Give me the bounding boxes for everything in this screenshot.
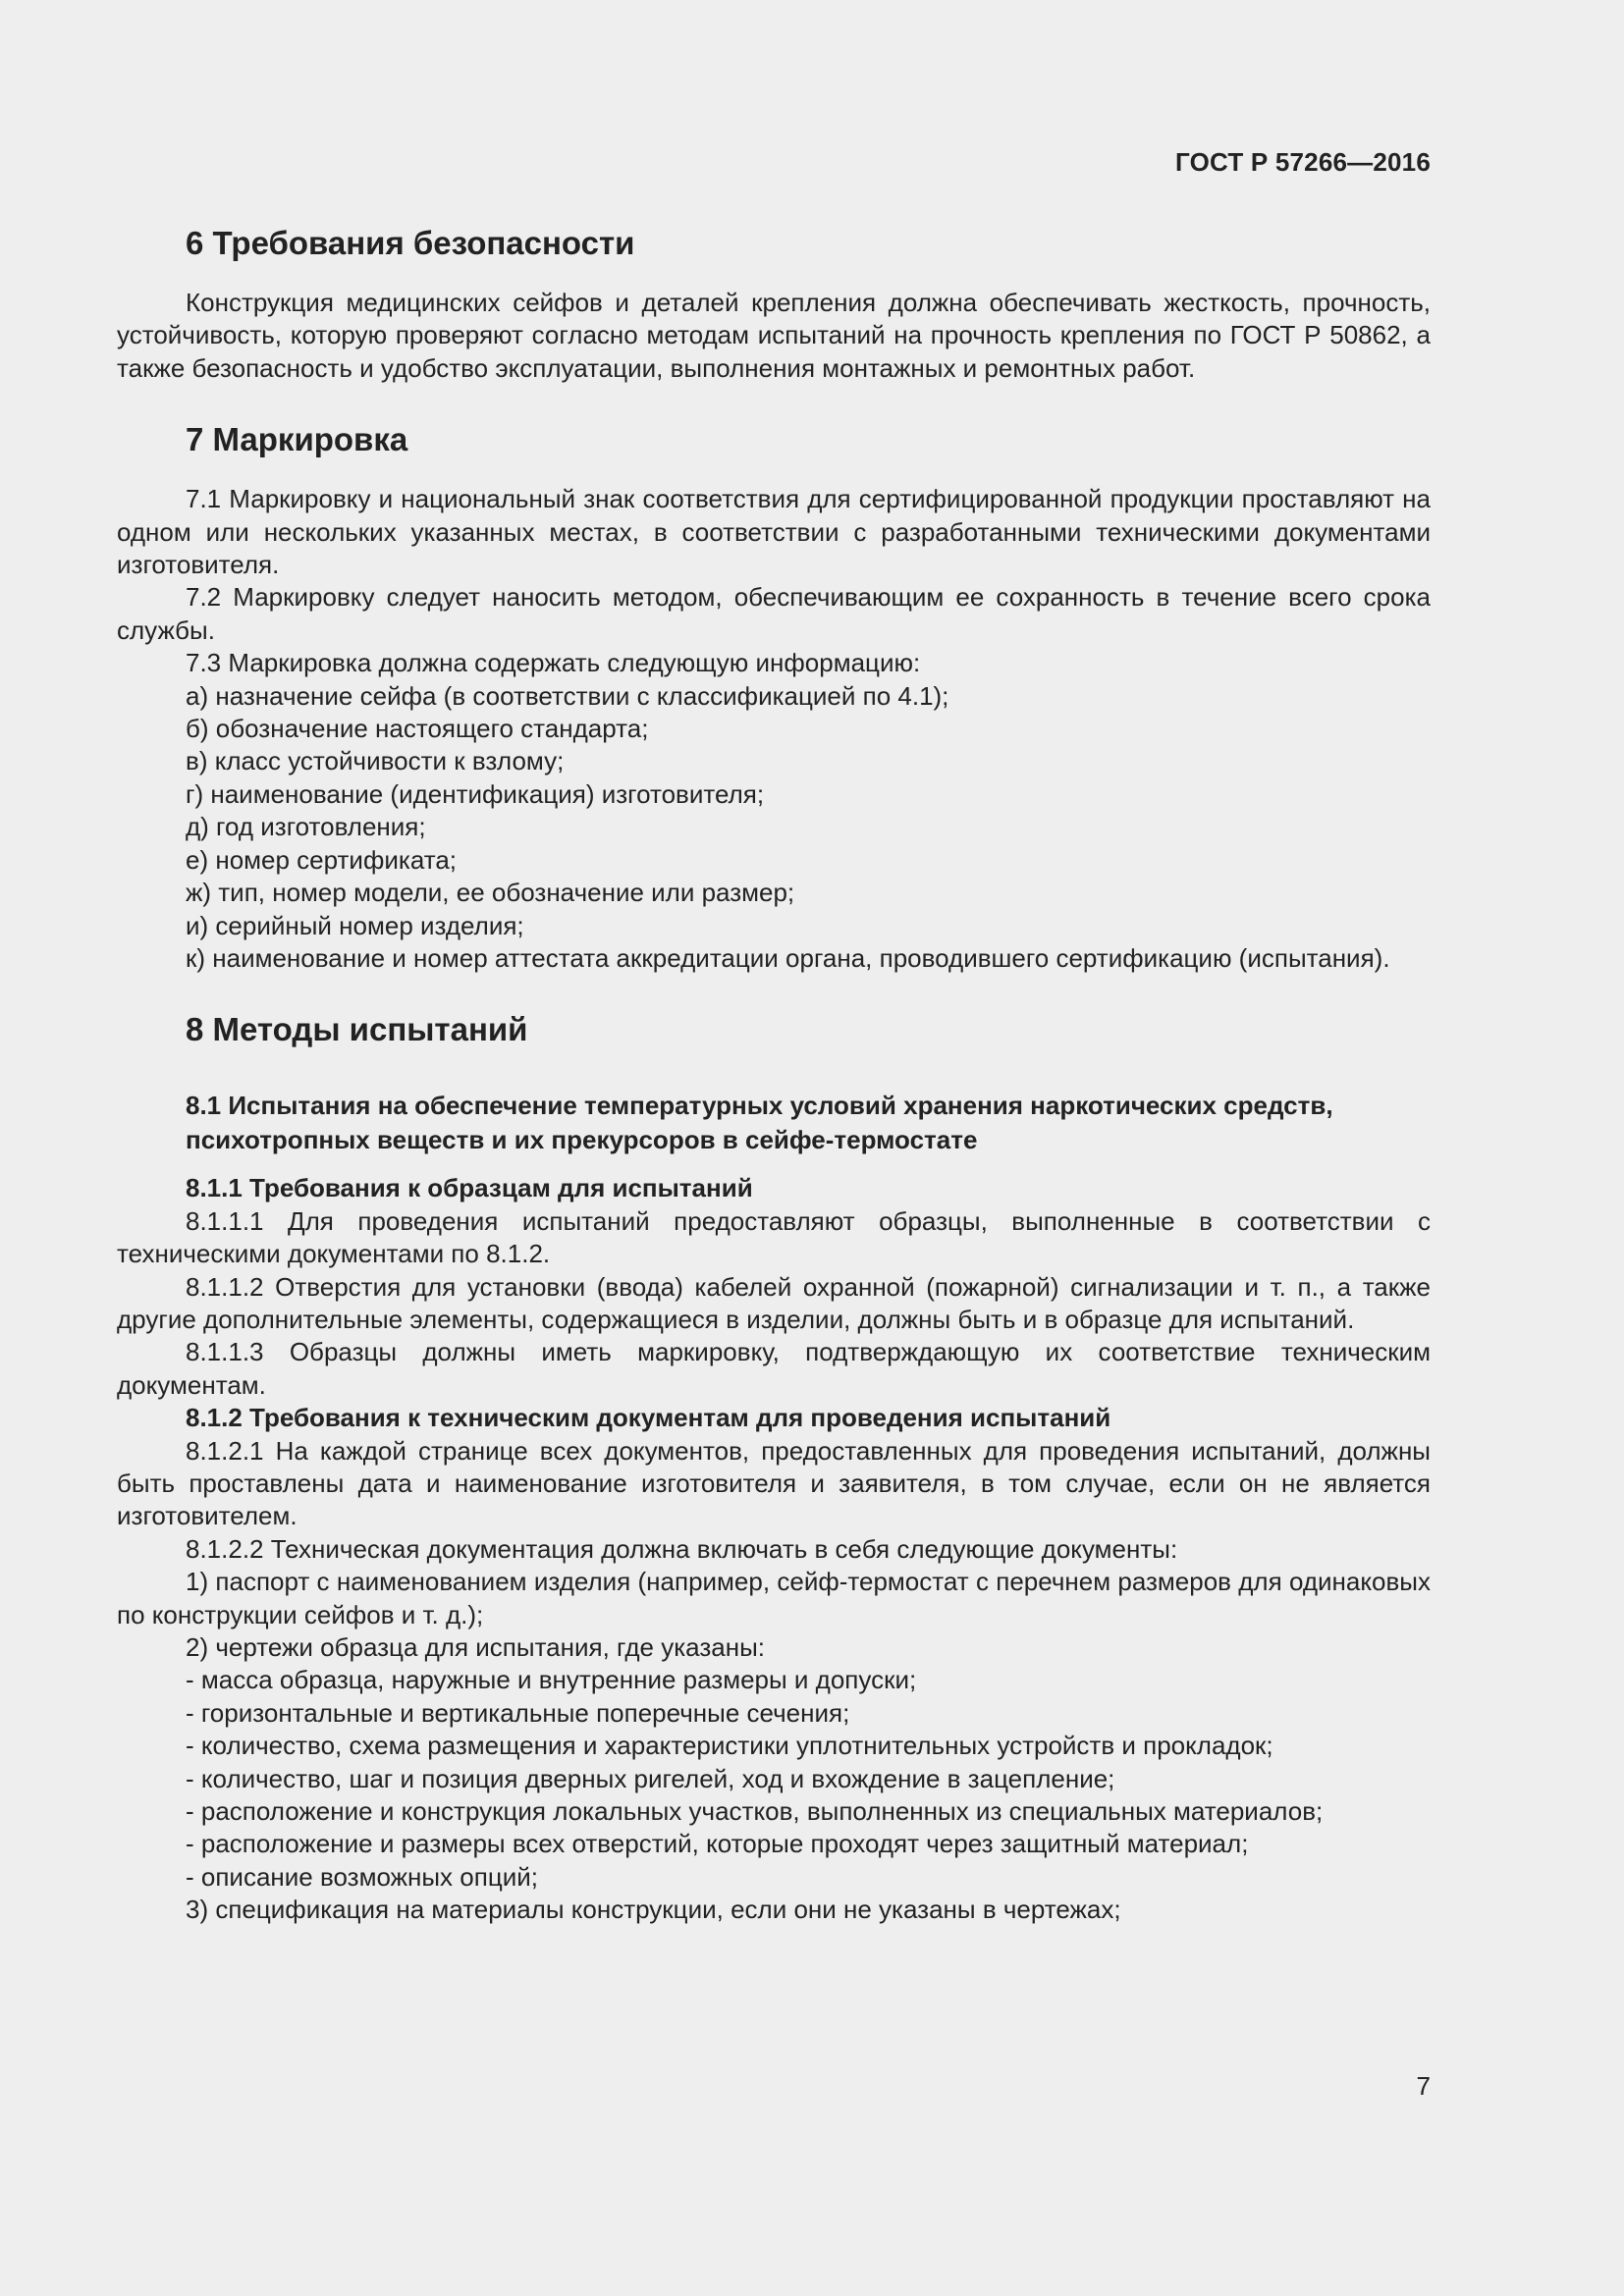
marking-item-g: г) наименование (идентификация) изготовителя; (186, 778, 765, 809)
marking-item-b: б) обозначение настоящего стандарта; (186, 714, 649, 744)
subsection-8-1-1-title: 8.1.1 Требования к образцам для испытаний (186, 1173, 753, 1203)
marking-item-v: в) класс устойчивости к взлому; (186, 746, 565, 776)
drawing-dash-item: - количество, шаг и позиция дверных ригелей, ход и вхождение в зацепление; (186, 1763, 1115, 1793)
marking-item-a: а) назначение сейфа (в соответствии с классификацией по 4.1); (186, 680, 949, 711)
doc-item-2: 2) чертежи образца для испытания, где указаны: (186, 1632, 765, 1662)
marking-item-d: д) год изготовления; (186, 812, 426, 842)
marking-item-i: и) серийный номер изделия; (186, 910, 524, 940)
subsection-8-1-2-title: 8.1.2 Требования к техническим документам для проведения испытаний (186, 1403, 1111, 1433)
marking-item-e: е) номер сертификата; (186, 844, 458, 875)
paragraph-8-1-1-3: 8.1.1.3 Образцы должны иметь маркировку, подтверждающую их соответствие техническим документам. (117, 1337, 1431, 1400)
document-body (117, 220, 1431, 1927)
doc-item-3: 3) спецификация на материалы конструкции, если они не указаны в чертежах; (186, 1895, 1121, 1925)
drawing-dash-item: - количество, схема размещения и характеристики уплотнительных устройств и прокладок; (186, 1731, 1273, 1761)
drawing-dash-item: - описание возможных опций; (186, 1861, 538, 1892)
paragraph-7-3: 7.3 Маркировка должна содержать следующую информацию: (186, 648, 921, 678)
drawing-dash-item: - горизонтальные и вертикальные поперечные сечения; (186, 1697, 850, 1728)
doc-item-1: 1) паспорт с наименованием изделия (например, сейф-термостат с перечнем размеров для одинаковых по конструкции сейфов и т. д.); (117, 1567, 1431, 1629)
section-6-paragraph: Конструкция медицинских сейфов и деталей крепления должна обеспечивать жесткость, прочность, устойчивость, которую проверяют согласно методам испытаний на прочность крепления по ГОСТ Р 50862, а также безопасность и удобство эксплуатации, выполнения монтажных и ремонтных работ. (117, 288, 1431, 383)
paragraph-8-1-1-2: 8.1.1.2 Отверстия для установки (ввода) кабелей охранной (пожарной) сигнализации и т. п., а также другие дополнительные элементы, содержащиеся в изделии, должны быть и в образце для испытаний. (117, 1271, 1431, 1334)
section-6-title: 6 Требования безопасности (186, 225, 635, 261)
drawing-dash-item: - масса образца, наружные и внутренние размеры и допуски; (186, 1665, 917, 1695)
paragraph-7-2: 7.2 Маркировку следует наносить методом, обеспечивающим ее сохранность в течение всего срока службы. (117, 582, 1431, 645)
paragraph-7-1: 7.1 Маркировку и национальный знак соответствия для сертифицированной продукции проставляют на одном или нескольких указанных местах, в соответствии с разработанными техническими документами изготовителя. (117, 484, 1431, 580)
section-8-title: 8 Методы испытаний (186, 1011, 528, 1048)
paragraph-8-1-1-1: 8.1.1.1 Для проведения испытаний предоставляют образцы, выполненные в соответствии с техническими документами по 8.1.2. (117, 1205, 1431, 1269)
paragraph-8-1-2-1: 8.1.2.1 На каждой странице всех документов, предоставленных для проведения испытаний, должны быть проставлены дата и наименование изготовителя и заявителя, в том случае, если он не является изготовителем. (117, 1435, 1431, 1531)
marking-item-k: к) наименование и номер аттестата аккредитации органа, проводившего сертификацию (испытания). (186, 942, 1390, 973)
drawing-dash-item: - расположение и размеры всех отверстий, которые проходят через защитный материал; (186, 1829, 1249, 1859)
marking-item-zh: ж) тип, номер модели, ее обозначение или размер; (186, 878, 795, 908)
section-7-title: 7 Маркировка (186, 421, 408, 458)
subsection-8-1-title: 8.1 Испытания на обеспечение температурных условий хранения наркотических средств, психотропных веществ и их прекурсоров в сейфе-термостате (186, 1091, 1333, 1155)
drawing-dash-item: - расположение и конструкция локальных участков, выполненных из специальных материалов; (186, 1796, 1324, 1827)
document-code: ГОСТ Р 57266—2016 (1175, 147, 1431, 177)
page-number: 7 (1416, 2071, 1431, 2101)
paragraph-8-1-2-2: 8.1.2.2 Техническая документация должна включать в себя следующие документы: (186, 1533, 1178, 1564)
